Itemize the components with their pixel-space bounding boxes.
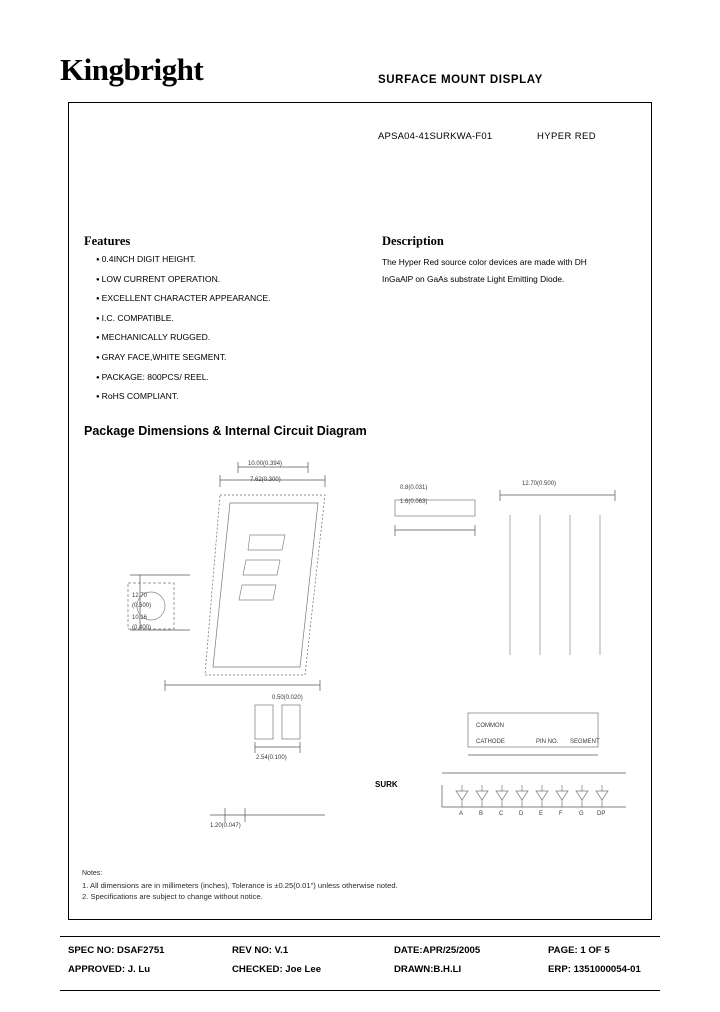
package-dimensions-heading: Package Dimensions & Internal Circuit Diagram (84, 424, 367, 438)
erp-code: ERP: 1351000054-01 (548, 964, 641, 975)
dim-left-4: (0.400) (132, 625, 152, 631)
list-item: ● RoHS COMPLIANT. (96, 391, 376, 401)
page-number: PAGE: 1 OF 5 (548, 945, 610, 956)
segment-letter: G (579, 811, 584, 817)
segment-letter: F (559, 811, 563, 817)
dim-bottom-2: 0.50(0.020) (272, 695, 303, 701)
dim-bottom-1: 2.54(0.100) (256, 755, 287, 761)
features-heading: Features (84, 234, 131, 248)
list-item: ● 0.4INCH DIGIT HEIGHT. (96, 254, 376, 264)
circuit-title: SURK (375, 780, 398, 789)
dim-right-2: 1.6(0.063) (400, 499, 428, 505)
company-logo: Kingbright (60, 52, 204, 87)
schematic-note-2: CATHODE (476, 739, 505, 745)
drawing-svg (70, 455, 650, 855)
segment-letter: DP (597, 811, 606, 817)
note-line: 1. All dimensions are in millimeters (inches), Tolerance is ±0.25(0.01") unless otherwise noted. (82, 880, 398, 890)
segment-note: SEGMENT (570, 739, 600, 745)
package-drawing (70, 455, 650, 855)
list-item: ● MECHANICALLY RUGGED. (96, 332, 376, 342)
list-item: ● PACKAGE: 800PCS/ REEL. (96, 372, 376, 382)
dim-left-2: (0.500) (132, 603, 152, 609)
checked-by: CHECKED: Joe Lee (232, 964, 322, 975)
approved-by: APPROVED: J. Lu (68, 964, 151, 975)
dim-right-1: 0.8(0.031) (400, 485, 428, 491)
date: DATE:APR/25/2005 (394, 945, 481, 956)
document-title: SURFACE MOUNT DISPLAY (378, 74, 543, 86)
list-item: ● GRAY FACE,WHITE SEGMENT. (96, 352, 376, 362)
features-list (96, 254, 376, 411)
schematic-note-1: COMMON (476, 723, 504, 729)
spec-no: SPEC NO: DSAF2751 (68, 945, 165, 956)
dim-left-1: 12.70 (132, 593, 148, 599)
segment-letter: D (519, 811, 524, 817)
list-item: ● LOW CURRENT OPERATION. (96, 274, 376, 284)
segment-letter: B (479, 811, 484, 817)
description-text: The Hyper Red source color devices are made with DH InGaAlP on GaAs substrate Light Emitting Diode. (382, 257, 587, 284)
dim-right-3: 12.70(0.500) (522, 481, 557, 487)
emission-color: HYPER RED (537, 131, 597, 142)
segment-letter: A (459, 811, 464, 817)
rev-no: REV NO: V.1 (232, 945, 289, 956)
segment-letter: C (499, 811, 504, 817)
note-line: 2. Specifications are subject to change without notice. (82, 892, 263, 901)
dim-bottom-3: 1.20(0.047) (210, 823, 241, 829)
notes-heading: Notes: (82, 870, 103, 877)
footer-divider-top (60, 936, 660, 937)
footer-divider-bottom (60, 990, 660, 991)
description-heading: Description (382, 234, 444, 248)
drawn-by: DRAWN:B.H.LI (394, 964, 462, 975)
segment-letter: E (539, 811, 544, 817)
pin-note: PIN NO. (536, 739, 559, 745)
list-item: ● I.C. COMPATIBLE. (96, 313, 376, 323)
list-item: ● EXCELLENT CHARACTER APPEARANCE. (96, 293, 376, 303)
dim-top-1: 10.00(0.394) (248, 461, 283, 467)
dim-top-2: 7.62(0.300) (250, 477, 281, 483)
notes-block (82, 868, 582, 903)
dim-left-3: 10.16 (132, 615, 148, 621)
part-number: APSA04-41SURKWA-F01 (378, 131, 493, 142)
